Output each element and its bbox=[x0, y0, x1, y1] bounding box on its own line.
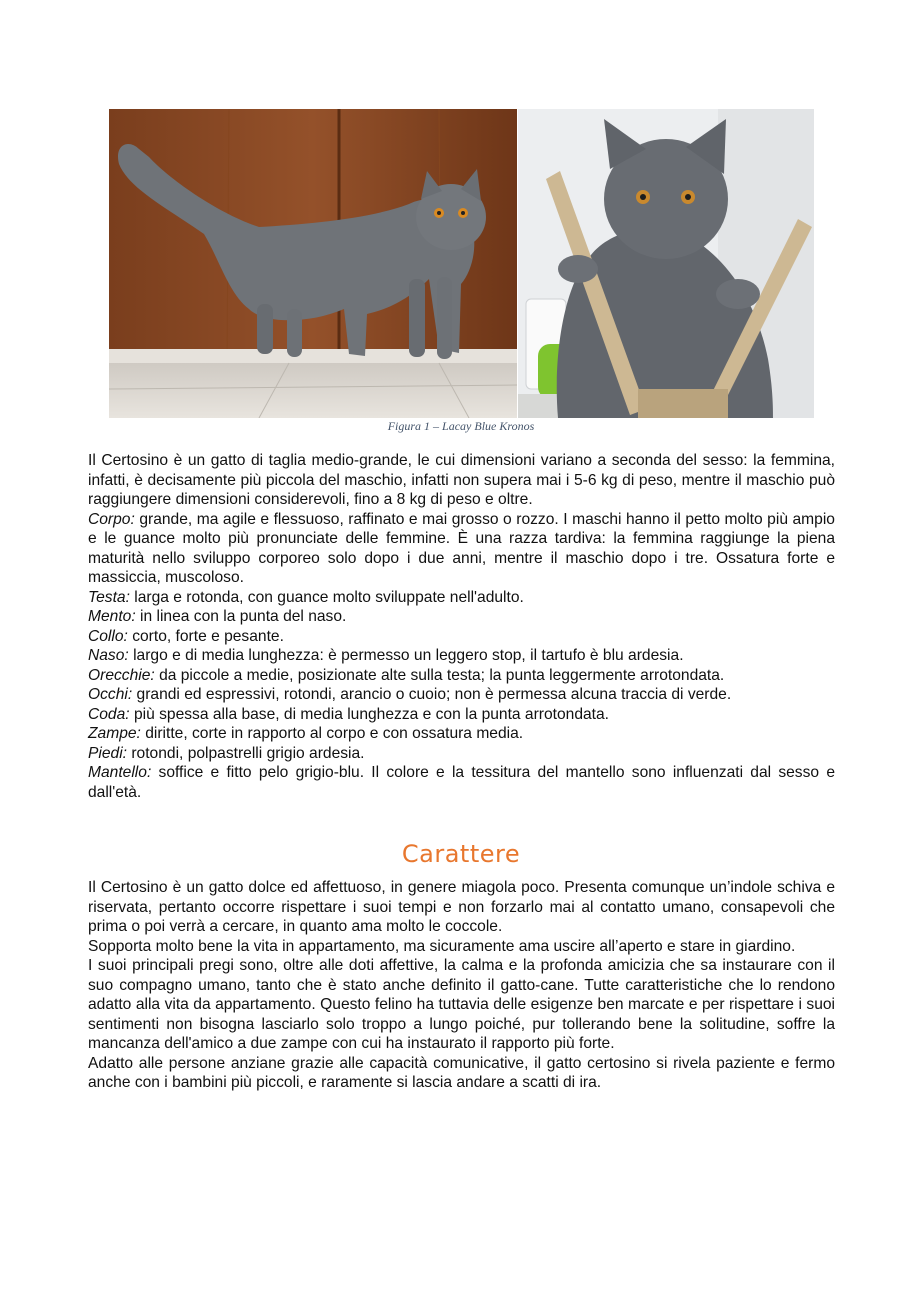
character-paragraph: I suoi principali pregi sono, oltre alle doti affettive, la calma e la profonda amicizia che sa instaurare con il suo compagno umano, tanto che è stato anche definito il gatto-cane. Tutte caratteristiche che lo rendono adatto alla vita da appartamento. Questo felino ha tuttavia delle esigenze ben marcate e per rispettare i suoi sentimenti non bisogna lasciarlo solo troppo a lungo poiché, pur tollerando bene la solitudine, soffre la mancanza dell'amico a due zampe con cui ha instaurato il rapporto più forte. bbox=[88, 957, 835, 1052]
character-block bbox=[88, 878, 835, 1093]
trait-label: Zampe: bbox=[88, 725, 141, 742]
trait-label: Testa: bbox=[88, 588, 130, 606]
trait-label: Naso: bbox=[88, 647, 129, 664]
trait-text: larga e rotonda, con guance molto sviluppate nell'adulto. bbox=[129, 588, 524, 606]
trait-label: Mantello: bbox=[88, 764, 152, 781]
trait-item bbox=[88, 627, 835, 647]
trait-text: rotondi, polpastrelli grigio ardesia. bbox=[127, 744, 365, 762]
trait-item bbox=[88, 763, 835, 802]
description-block bbox=[88, 451, 835, 802]
trait-item bbox=[88, 666, 835, 686]
trait-text: diritte, corte in rapporto al corpo e con ossatura media. bbox=[140, 725, 524, 742]
trait-text: in linea con la punta del naso. bbox=[135, 608, 347, 625]
character-paragraph: Adatto alle persone anziane grazie alle capacità comunicative, il gatto certosino si rivela paziente e fermo anche con i bambini più piccoli, e raramente si lascia andare a scatti di ira. bbox=[88, 1054, 835, 1091]
trait-item bbox=[88, 685, 835, 705]
trait-item bbox=[88, 510, 835, 588]
trait-text: grandi ed espressivi, rotondi, arancio o cuoio; non è permessa alcuna traccia di verde. bbox=[132, 686, 732, 703]
trait-text: soffice e fitto pelo grigio-blu. Il colore e la tessitura del mantello sono influenzati dal sesso e dall'età. bbox=[88, 764, 835, 801]
trait-label: Occhi: bbox=[88, 686, 133, 703]
cat-standing-photo bbox=[109, 109, 517, 418]
figure-photos bbox=[109, 109, 814, 418]
trait-label: Coda: bbox=[88, 705, 130, 723]
trait-item bbox=[88, 724, 835, 744]
trait-label: Piedi: bbox=[88, 744, 128, 762]
intro-paragraph: Il Certosino è un gatto di taglia medio-grande, le cui dimensioni variano a seconda del sesso: la femmina, infatti, è decisamente più piccola del maschio, infatti non supera mai i 5-6 kg di peso, mentre il maschio può raggiungere dimensioni considerevoli, fino a 8 kg di peso e oltre. bbox=[88, 452, 835, 508]
trait-text: corto, forte e pesante. bbox=[127, 627, 284, 645]
trait-text: più spessa alla base, di media lunghezza e con la punta arrotondata. bbox=[129, 705, 610, 723]
trait-item bbox=[88, 705, 835, 725]
trait-label: Corpo: bbox=[88, 510, 135, 528]
trait-label: Collo: bbox=[88, 627, 128, 645]
cat-scratching-post-photo bbox=[518, 109, 814, 418]
trait-text: da piccole a medie, posizionate alte sulla testa; la punta leggermente arrotondata. bbox=[154, 666, 725, 684]
trait-item bbox=[88, 646, 835, 666]
character-paragraph: Sopporta molto bene la vita in appartamento, ma sicuramente ama uscire all’aperto e stare in giardino. bbox=[88, 937, 796, 955]
trait-text: grande, ma agile e flessuoso, raffinato e mai grosso o rozzo. I maschi hanno il petto molto più ampio e le guance molto più pronunciate delle femmine. È una razza tardiva: la femmina raggiunge la piena maturità nello sviluppo corporeo solo dopo i due anni, mentre il maschio dopo i tre. Ossatura forte e massiccia, muscoloso. bbox=[88, 510, 835, 586]
trait-item bbox=[88, 744, 835, 764]
trait-label: Mento: bbox=[88, 608, 136, 625]
trait-item bbox=[88, 588, 835, 608]
figure-caption: Figura 1 – Lacay Blue Kronos bbox=[387, 419, 535, 433]
character-paragraph: Il Certosino è un gatto dolce ed affettuoso, in genere miagola poco. Presenta comunque un’indole schiva e riservata, pertanto occorre rispettare i suoi tempi e non forzarlo mai al contatto umano, consapevoli che prima o poi verrà a cercare, in quanto ama molto le coccole. bbox=[88, 879, 835, 935]
trait-text: largo e di media lunghezza: è permesso un leggero stop, il tartufo è blu ardesia. bbox=[128, 647, 684, 664]
trait-item bbox=[88, 607, 835, 627]
trait-label: Orecchie: bbox=[88, 666, 155, 684]
section-heading: Carattere bbox=[401, 840, 521, 868]
